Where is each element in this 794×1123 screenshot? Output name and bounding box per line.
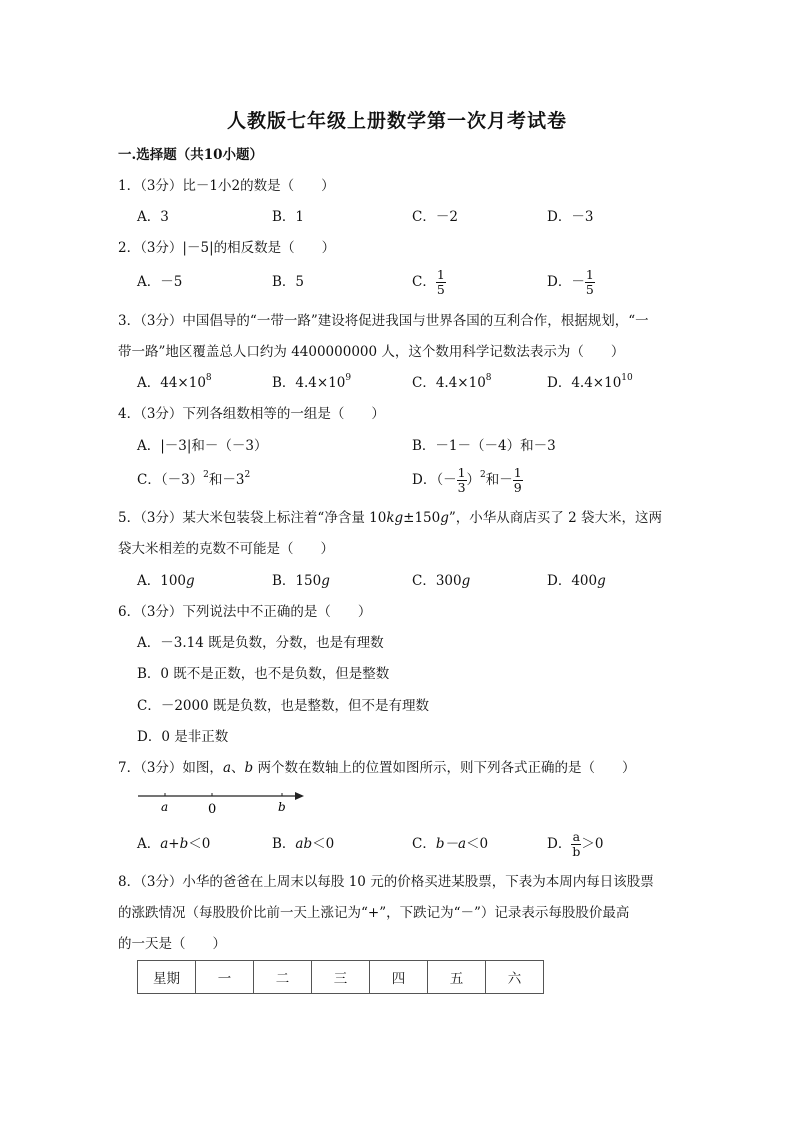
question-1-option-b: B．1 (272, 209, 305, 225)
question-4-option-b: B．－1－（－4）和－3 (412, 438, 556, 454)
table-row (138, 961, 544, 994)
relation: ＜0 (466, 836, 489, 852)
option-c-prefix: C． (412, 274, 436, 290)
numerator: a (572, 829, 581, 844)
denominator: 9 (513, 480, 522, 495)
question-8-stem-line-1: 8．（3分）小华的爸爸在上周末以每股 10 元的价格买进某股票，下表为本周内每日该股票 (118, 874, 654, 890)
expression: a+b (160, 836, 189, 852)
question-4-stem: 4．（3分）下列各组数相等的一组是（ ） (118, 406, 385, 422)
label: B． (272, 836, 296, 852)
question-2-option-c (412, 266, 446, 298)
question-7-option-d (547, 828, 603, 860)
text: 两个数在数轴上的位置如图所示，则下列各式正确的是（ ） (253, 760, 636, 776)
label: A． (137, 836, 161, 852)
question-1-option-d: D．－3 (547, 209, 594, 225)
question-3-option-a (137, 374, 212, 392)
table-header-cell: 三 (312, 961, 370, 994)
question-7-option-a (137, 835, 210, 853)
expression: ab (295, 836, 313, 852)
fraction (513, 466, 523, 495)
relation: ＞0 (581, 836, 604, 852)
question-2-option-a: A．－5 (137, 274, 183, 290)
variable-b: b (244, 760, 254, 776)
question-4-option-a: A．|－3|和－（－3） (137, 438, 268, 454)
arrow-head-icon (295, 792, 304, 800)
relation: ＜0 (188, 836, 211, 852)
question-4-option-c (137, 471, 250, 489)
exponent: 10 (621, 373, 633, 383)
exponent: 9 (345, 373, 352, 383)
exponent: 2 (480, 470, 486, 480)
text: ”，小华从商店买了 2 袋大米，这两 (448, 510, 662, 526)
question-6-option-b: B．0 既不是正数，也不是负数，但是整数 (137, 666, 390, 682)
table-header-cell: 四 (370, 961, 428, 994)
numerator: 1 (585, 267, 594, 282)
question-3-option-b (272, 374, 351, 392)
label: C． (412, 836, 436, 852)
question-1-option-c: C．－2 (412, 209, 458, 225)
numerator: 1 (513, 465, 522, 480)
question-3-stem-line-1: 3．（3分）中国倡导的“一带一路”建设将促进我国与世界各国的互利合作，根据规划，“一 (118, 313, 649, 329)
value: C．300 (412, 573, 462, 589)
table-header-cell: 六 (486, 961, 544, 994)
unit: g (321, 573, 330, 589)
number-line-figure (132, 788, 312, 818)
unit: g (461, 573, 471, 589)
unit-kg: kg (386, 510, 404, 526)
denominator: b (572, 844, 581, 859)
base: C．4.4×10 (412, 375, 486, 391)
section-heading: 一.选择题（共10小题） (118, 147, 263, 163)
question-3-stem-line-2: 带一路”地区覆盖总人口约为 4400000000 人，这个数用科学记数法表示为（ ） (118, 344, 625, 360)
question-5-option-a (137, 572, 195, 590)
page-title: 人教版七年级上册数学第一次月考试卷 (226, 110, 567, 132)
question-8-stem-line-3: 的一天是（ ） (118, 936, 226, 952)
numerator: 1 (436, 267, 445, 282)
unit: g (597, 573, 606, 589)
base: C．（－3） (137, 472, 204, 488)
value: D．400 (547, 573, 598, 589)
table-header-cell: 二 (254, 961, 312, 994)
label-zero: 0 (208, 802, 217, 817)
unit-g: g (440, 510, 449, 526)
label-a: a (161, 800, 169, 814)
label: D． (547, 836, 572, 852)
expression: b－a (435, 836, 467, 852)
question-5-stem-line-1 (118, 509, 662, 527)
question-1-stem: 1．（3分）比－1小2的数是（ ） (118, 178, 335, 194)
question-4-option-d (412, 464, 523, 496)
question-2-stem: 2．（3分）|－5|的相反数是（ ） (118, 240, 336, 256)
exponent: 8 (205, 373, 212, 383)
unit: g (186, 573, 195, 589)
base: D．4.4×10 (547, 375, 622, 391)
value: B．150 (272, 573, 322, 589)
question-5-option-d (547, 572, 606, 590)
fraction (457, 466, 467, 495)
prefix: D．（－ (412, 472, 457, 488)
question-6-stem: 6．（3分）下列说法中不正确的是（ ） (118, 604, 372, 620)
text: 、 (231, 760, 245, 776)
question-6-option-c: C．－2000 既是负数，也是整数，但不是有理数 (137, 698, 429, 714)
variable-a: a (222, 760, 231, 776)
base: B．4.4×10 (272, 375, 346, 391)
question-5-option-c (412, 572, 470, 590)
question-6-option-d: D．0 是非正数 (137, 729, 229, 745)
option-d-prefix: D．－ (547, 274, 585, 290)
question-7-stem (118, 759, 635, 777)
fraction (585, 268, 595, 297)
question-2-option-b: B．5 (272, 274, 305, 290)
numerator: 1 (457, 465, 466, 480)
text: ±150 (403, 510, 441, 526)
question-2-option-d (547, 266, 595, 298)
stock-change-table (137, 960, 544, 994)
denominator: 5 (436, 282, 445, 297)
text: 7．（3分）如图， (118, 760, 223, 776)
relation: ＜0 (312, 836, 335, 852)
exponent: 2 (244, 470, 251, 480)
question-7-option-b (272, 835, 334, 853)
exponent: 2 (203, 470, 209, 480)
question-6-option-a: A．－3.14 既是负数，分数，也是有理数 (137, 635, 384, 651)
question-5-option-b (272, 572, 330, 590)
exponent: 8 (485, 373, 492, 383)
fraction (436, 268, 446, 297)
connector: 和－3 (208, 472, 245, 488)
label-b: b (278, 800, 286, 814)
denominator: 3 (457, 480, 466, 495)
question-8-stem-line-2: 的涨跌情况（每股股价比前一天上涨记为“+”，下跌记为“－”）记录表示每股股价最高 (118, 905, 630, 921)
question-7-option-c (412, 835, 488, 853)
close-paren: ） (466, 472, 481, 488)
table-header-cell: 五 (428, 961, 486, 994)
table-header-cell: 星期 (138, 961, 196, 994)
question-5-stem-line-2: 袋大米相差的克数不可能是（ ） (118, 541, 334, 557)
question-3-option-d (547, 374, 633, 392)
value: A．100 (137, 573, 187, 589)
denominator: 5 (585, 282, 594, 297)
base: A．44×10 (137, 375, 206, 391)
question-3-option-c (412, 374, 492, 392)
question-1-option-a: A．3 (137, 209, 169, 225)
table-header-cell: 一 (196, 961, 254, 994)
text: 5．（3分）某大米包装袋上标注着“净含量 10 (118, 510, 387, 526)
fraction (571, 830, 581, 859)
connector: 和－ (485, 472, 513, 488)
